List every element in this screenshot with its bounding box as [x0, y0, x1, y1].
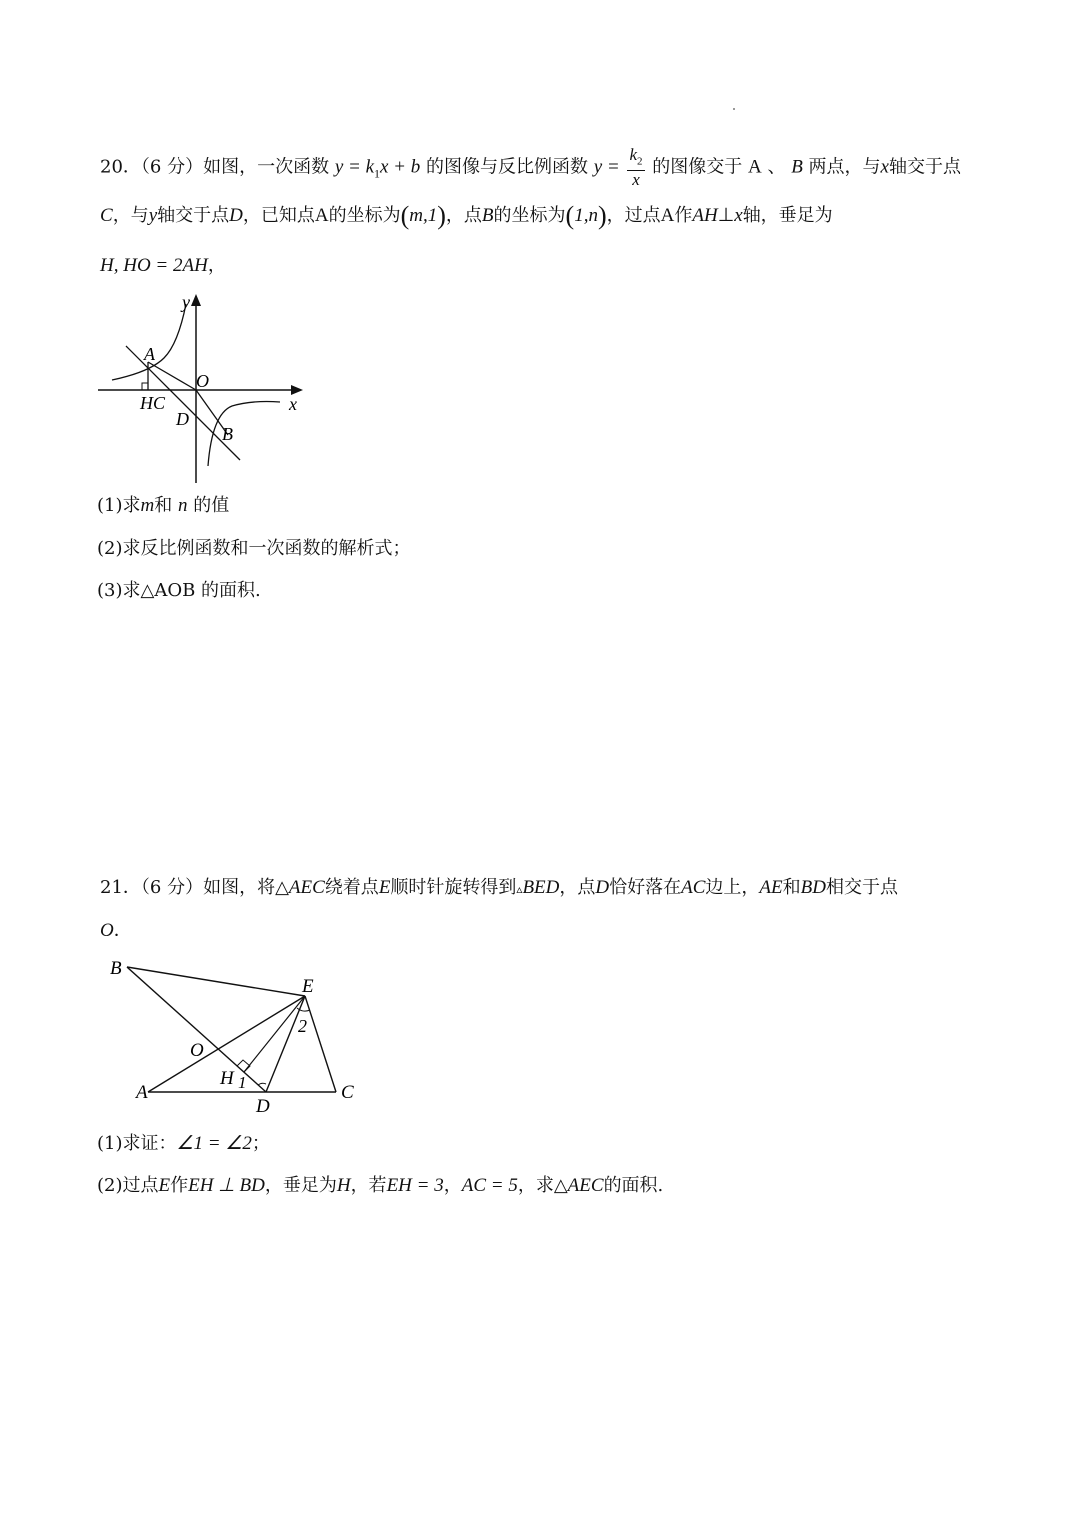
label-B: B	[110, 958, 122, 979]
label-A: A	[136, 1082, 148, 1103]
q21-line-1: 21．（6 分）如图，将△AEC绕着点E顺时针旋转得到▵BED，点D恰好落在AC边上，AE和BD相交于点	[100, 877, 898, 898]
label-C: C	[341, 1082, 354, 1103]
q21-line-2: O．	[100, 920, 132, 941]
speck	[733, 108, 735, 110]
q21-part2: (2)过点E作EH ⊥ BD，垂足为H，若EH = 3，AC = 5，求△AEC的面积.	[97, 1175, 664, 1196]
label-y: y	[182, 292, 190, 312]
label-H: H	[220, 1068, 234, 1089]
label-D: D	[176, 409, 189, 429]
label-x: x	[289, 394, 297, 414]
q20-figure	[90, 288, 320, 488]
label-HC: HC	[140, 393, 166, 413]
right-angle-mark	[142, 383, 148, 390]
label-O: O	[196, 371, 209, 391]
segment-EH	[244, 996, 305, 1072]
q20-line-1: 20．（6 分）如图，一次函数 $y = k_1x + b$ 的图像与反比例函数 y = $\frac{k_2}{x}$ 的图像交于 A 、 B 两点，与x轴交于点	[100, 145, 961, 190]
q21-part1: (1)求证：∠1 = ∠2；	[97, 1133, 270, 1154]
q21-figure	[100, 952, 370, 1122]
angle-1-arc	[258, 1083, 266, 1085]
label-A: A	[144, 344, 155, 364]
q20-line-3: H, HO = 2AH，	[100, 255, 226, 276]
label-D: D	[256, 1096, 270, 1117]
hyperbola-lower-right	[208, 402, 280, 467]
q20-part2: (2)求反比例函数和一次函数的解析式；	[97, 538, 411, 559]
y-axis-arrow	[191, 294, 201, 306]
label-B: B	[222, 424, 233, 444]
label-1: 1	[238, 1073, 247, 1092]
segment-ED	[266, 996, 305, 1092]
q20-line-2: C，与y轴交于点D，已知点A的坐标为(m,1)，点B的坐标为(1,n)，过点A作AH⊥x轴，垂足为	[100, 201, 833, 230]
q20-fraction: $\frac{k_2}{x}$	[629, 145, 643, 190]
label-2: 2	[298, 1016, 307, 1036]
q20-part3: (3)求△AOB 的面积.	[97, 580, 261, 601]
q20-part1: (1)求m和 n 的值	[97, 495, 230, 516]
label-O: O	[190, 1040, 204, 1061]
label-E: E	[302, 976, 314, 997]
